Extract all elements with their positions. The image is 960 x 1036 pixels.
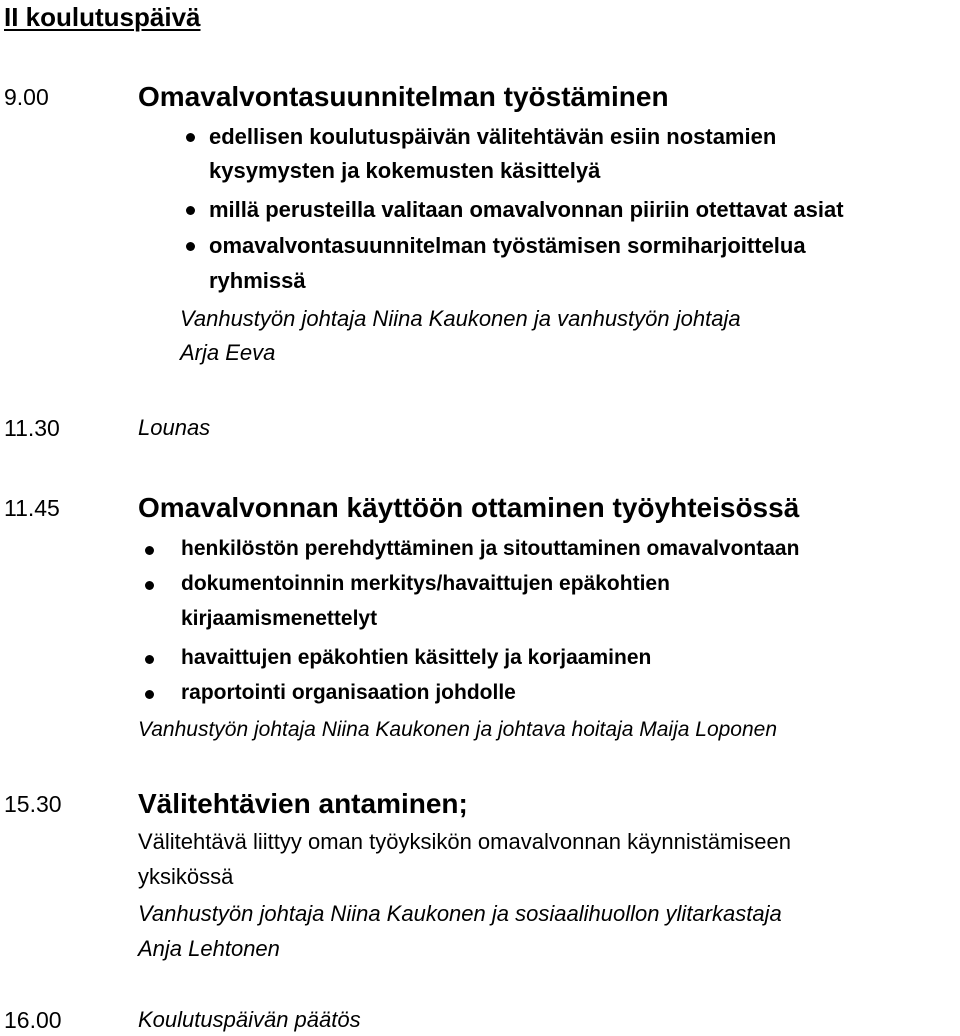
- page-heading: II koulutuspäivä: [4, 2, 201, 32]
- speaker-line: Vanhustyön johtaja Niina Kaukonen ja vanhustyön johtaja: [180, 306, 741, 331]
- session-time: 16.00: [4, 1007, 62, 1033]
- session-title: Lounas: [138, 415, 211, 440]
- bullet-text-continuation: kirjaamismenettelyt: [181, 607, 378, 630]
- bullet-text: edellisen koulutuspäivän välitehtävän esiin nostamien: [209, 124, 777, 149]
- session-time: 11.30: [4, 415, 60, 441]
- bullet-icon: [145, 581, 154, 590]
- bullet-icon: [186, 206, 195, 215]
- bullet-text: dokumentoinnin merkitys/havaittujen epäkohtien: [181, 572, 670, 595]
- bullet-text: millä perusteilla valitaan omavalvonnan piiriin otettavat asiat: [209, 197, 844, 222]
- bullet-text: havaittujen epäkohtien käsittely ja korjaaminen: [181, 646, 652, 669]
- bullet-icon: [186, 133, 195, 142]
- bullet-icon: [186, 242, 195, 251]
- bullet-text-continuation: ryhmissä: [209, 268, 306, 293]
- session-time: 9.00: [4, 84, 49, 110]
- session-title: Koulutuspäivän päätös: [138, 1007, 361, 1032]
- session-title: Omavalvontasuunnitelman työstäminen: [138, 81, 669, 112]
- bullet-text: raportointi organisaation johdolle: [181, 681, 516, 704]
- bullet-icon: [145, 546, 154, 555]
- description-line: Välitehtävä liittyy oman työyksikön omavalvonnan käynnistämiseen: [138, 829, 791, 854]
- description-line: yksikössä: [138, 864, 234, 889]
- session-title: Omavalvonnan käyttöön ottaminen työyhteisössä: [138, 492, 800, 523]
- bullet-icon: [145, 655, 154, 664]
- speaker-line: Vanhustyön johtaja Niina Kaukonen ja johtava hoitaja Maija Loponen: [138, 718, 778, 741]
- speaker-line: Vanhustyön johtaja Niina Kaukonen ja sosiaalihuollon ylitarkastaja: [138, 901, 782, 926]
- session-time: 15.30: [4, 791, 62, 817]
- session-time: 11.45: [4, 495, 60, 521]
- bullet-text: henkilöstön perehdyttäminen ja sitouttaminen omavalvontaan: [181, 537, 800, 560]
- bullet-text-continuation: kysymysten ja kokemusten käsittelyä: [209, 158, 601, 183]
- bullet-text: omavalvontasuunnitelman työstämisen sormiharjoittelua: [209, 233, 806, 258]
- speaker-line: Arja Eeva: [180, 340, 276, 365]
- speaker-line: Anja Lehtonen: [138, 936, 280, 961]
- bullet-icon: [145, 690, 154, 699]
- session-title: Välitehtävien antaminen;: [138, 788, 468, 819]
